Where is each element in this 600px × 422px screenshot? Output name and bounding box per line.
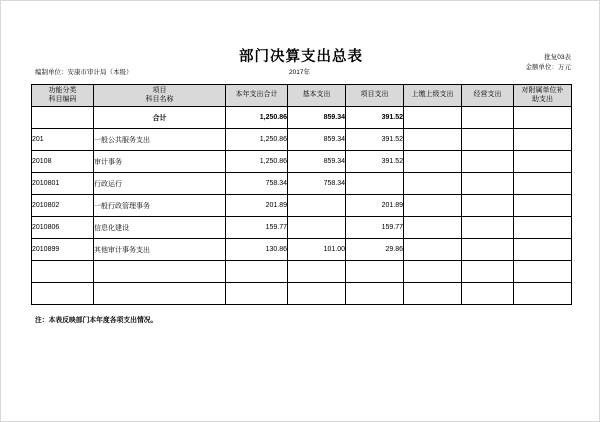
column-header-code	[32, 85, 94, 107]
row-operating	[462, 283, 514, 305]
row-operating	[462, 239, 514, 261]
row-project	[346, 173, 404, 195]
issuing-unit: 编制单位：安康市审计局（本级）	[35, 69, 133, 76]
row-basic: 859.34	[288, 129, 346, 151]
total-row-upper	[404, 107, 462, 129]
expenditure-table	[31, 84, 572, 305]
column-header-item-line1: 项目	[152, 86, 167, 94]
column-header-upper: 上缴上级支出	[404, 85, 462, 107]
row-subsidy	[514, 129, 572, 151]
total-row-label: 合计	[94, 107, 226, 129]
row-operating	[462, 261, 514, 283]
row-operating	[462, 195, 514, 217]
row-subsidy	[514, 173, 572, 195]
row-upper	[404, 261, 462, 283]
row-basic	[288, 195, 346, 217]
table-row	[32, 151, 572, 173]
row-total: 130.86	[226, 239, 288, 261]
column-header-item	[94, 85, 226, 107]
total-row-subsidy	[514, 107, 572, 129]
row-upper	[404, 239, 462, 261]
form-number: 批复03表	[544, 54, 571, 61]
row-operating	[462, 151, 514, 173]
row-project: 201.89	[346, 195, 404, 217]
column-header-subsidy	[514, 85, 572, 107]
row-code: 2010801	[32, 173, 94, 195]
row-basic: 758.34	[288, 173, 346, 195]
page-title: 部门决算支出总表	[239, 49, 363, 65]
amount-unit: 金额单位：万元	[525, 64, 571, 71]
row-operating	[462, 217, 514, 239]
report-sheet	[31, 29, 571, 324]
table-body	[32, 107, 572, 305]
table-row	[32, 129, 572, 151]
total-row-total: 1,250.86	[226, 107, 288, 129]
row-basic	[288, 217, 346, 239]
row-name: 一般行政管理事务	[94, 195, 226, 217]
row-upper	[404, 217, 462, 239]
column-header-basic: 基本支出	[288, 85, 346, 107]
total-row-project: 391.52	[346, 107, 404, 129]
report-year: 2017年	[289, 69, 310, 76]
column-header-code-line2: 科目编码	[48, 95, 77, 103]
row-subsidy	[514, 151, 572, 173]
table-row	[32, 239, 572, 261]
row-total: 1,250.86	[226, 129, 288, 151]
row-upper	[404, 129, 462, 151]
row-operating	[462, 129, 514, 151]
row-basic	[288, 283, 346, 305]
table-header	[32, 85, 572, 107]
row-total: 1,250.86	[226, 151, 288, 173]
header-row	[32, 85, 572, 107]
table-row	[32, 217, 572, 239]
row-project	[346, 261, 404, 283]
row-name: 行政运行	[94, 173, 226, 195]
row-upper	[404, 173, 462, 195]
row-project: 391.52	[346, 129, 404, 151]
row-project: 391.52	[346, 151, 404, 173]
row-code: 2010899	[32, 239, 94, 261]
column-header-code-line1: 功能分类	[48, 86, 77, 94]
row-code: 2010806	[32, 217, 94, 239]
row-basic: 859.34	[288, 151, 346, 173]
row-code	[32, 283, 94, 305]
column-header-total: 本年支出合计	[226, 85, 288, 107]
row-total	[226, 283, 288, 305]
row-subsidy	[514, 239, 572, 261]
row-name: 审计事务	[94, 151, 226, 173]
table-row	[32, 283, 572, 305]
total-row-code	[32, 107, 94, 129]
column-header-item-line2: 科目名称	[145, 95, 174, 103]
row-code: 201	[32, 129, 94, 151]
row-total: 758.34	[226, 173, 288, 195]
row-project: 159.77	[346, 217, 404, 239]
table-note: 注：本表反映部门本年度各项支出情况。	[35, 317, 158, 324]
row-code: 20108	[32, 151, 94, 173]
column-header-subsidy-line2: 助支出	[532, 95, 553, 103]
row-code: 2010802	[32, 195, 94, 217]
row-upper	[404, 283, 462, 305]
row-name	[94, 261, 226, 283]
row-total: 159.77	[226, 217, 288, 239]
row-name: 信息化建设	[94, 217, 226, 239]
total-row-operating	[462, 107, 514, 129]
row-basic	[288, 261, 346, 283]
row-total: 201.89	[226, 195, 288, 217]
column-header-subsidy-line1: 对附属单位补	[521, 86, 564, 94]
table-row	[32, 195, 572, 217]
row-code	[32, 261, 94, 283]
total-row-basic: 859.34	[288, 107, 346, 129]
row-name: 其他审计事务支出	[94, 239, 226, 261]
row-subsidy	[514, 217, 572, 239]
column-header-project: 项目支出	[346, 85, 404, 107]
row-upper	[404, 151, 462, 173]
row-subsidy	[514, 283, 572, 305]
row-operating	[462, 173, 514, 195]
row-name: 一般公共服务支出	[94, 129, 226, 151]
row-upper	[404, 195, 462, 217]
row-basic: 101.00	[288, 239, 346, 261]
table-row	[32, 261, 572, 283]
table-row	[32, 173, 572, 195]
column-header-operating: 经营支出	[462, 85, 514, 107]
row-project: 29.86	[346, 239, 404, 261]
row-project	[346, 283, 404, 305]
row-name	[94, 283, 226, 305]
row-subsidy	[514, 195, 572, 217]
row-total	[226, 261, 288, 283]
table-row-total	[32, 107, 572, 129]
row-subsidy	[514, 261, 572, 283]
